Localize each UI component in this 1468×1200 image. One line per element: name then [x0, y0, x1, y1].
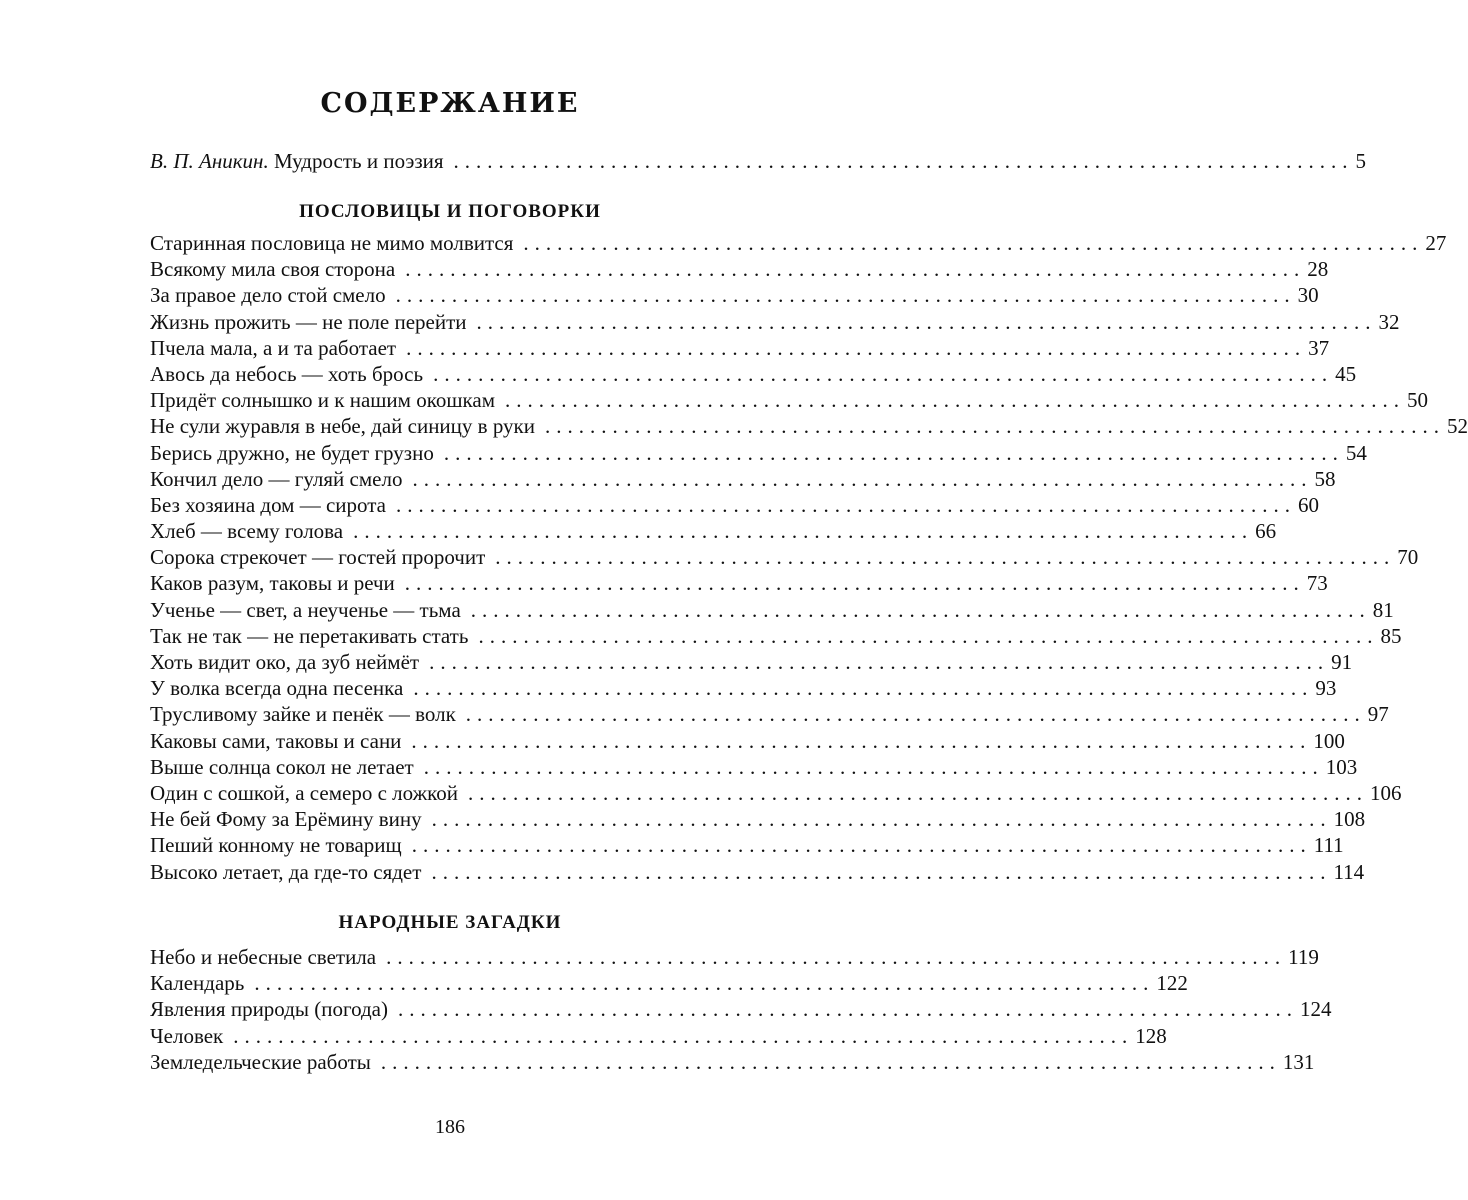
leader-dots: ................................................................................ [465, 702, 1366, 727]
toc-entry [150, 440, 1367, 466]
toc-entry-title: Пчела мала, а и та работает [150, 335, 397, 360]
toc-entry-page: 27 [1425, 231, 1447, 255]
toc-entry-page: 30 [1297, 283, 1319, 308]
toc-entry [150, 623, 1402, 649]
toc-entry [150, 309, 1400, 335]
toc-entry [150, 335, 1330, 361]
leader-dots: ................................................................................ [495, 545, 1396, 570]
toc-entry [150, 701, 1389, 727]
toc-entry-title: Авось да небось — хоть брось [150, 361, 424, 386]
leader-dots: ................................................................................ [413, 676, 1314, 701]
section-heading-proverbs: ПОСЛОВИЦЫ И ПОГОВОРКИ [299, 201, 601, 222]
leader-dots: ................................................................................ [254, 971, 1155, 996]
toc-entry [150, 518, 1277, 544]
section-heading-riddles: НАРОДНЫЕ ЗАГАДКИ [338, 912, 562, 933]
leader-dots: ................................................................................ [470, 597, 1371, 622]
toc-entry-title: Земледельческие работы [150, 1049, 371, 1074]
toc-entry-page: 91 [1331, 650, 1353, 674]
toc-entry-title: Один с сошкой, а семеро с ложкой [150, 780, 458, 805]
toc-entry-title: Ученье — свет, а неученье — тьма [150, 597, 461, 622]
toc-entry-page: 32 [1378, 309, 1400, 334]
leader-dots: ................................................................................ [467, 780, 1368, 805]
toc-entry-title: Календарь [150, 971, 245, 996]
page-title: СОДЕРЖАНИЕ [320, 88, 580, 119]
toc-list-riddles [150, 944, 1332, 1075]
toc-entry-page: 66 [1255, 519, 1277, 544]
toc-entry-title: Жизнь прожить — не поле перейти [150, 309, 467, 334]
leader-dots: ................................................................................ [397, 997, 1298, 1022]
toc-entry [150, 996, 1332, 1022]
leader-dots: ................................................................................ [412, 466, 1313, 491]
page-number: 186 [435, 1116, 465, 1138]
leader-dots: ................................................................................ [544, 414, 1445, 439]
toc-entry-intro [150, 148, 1367, 174]
toc-entry [150, 387, 1429, 413]
toc-entry-title: Придёт солнышко и к нашим окошкам [150, 388, 496, 413]
toc-entry-page: 54 [1345, 440, 1367, 465]
toc-entry-page: 5 [1355, 149, 1367, 173]
toc-entry-title: Берись дружно, не будет грузно [150, 440, 434, 465]
toc-entry-title: Хлеб — всему голова [150, 519, 344, 544]
toc-entry [150, 780, 1402, 806]
toc-entry [150, 1023, 1167, 1049]
leader-dots: ................................................................................ [411, 833, 1312, 858]
toc-entry [150, 649, 1353, 675]
toc-page [150, 0, 1468, 1200]
toc-entry-page: 106 [1369, 780, 1402, 805]
leader-dots: ................................................................................ [380, 1049, 1281, 1074]
toc-entry-page: 73 [1306, 571, 1328, 596]
toc-entry [150, 361, 1357, 387]
leader-dots: ................................................................................ [453, 149, 1354, 173]
toc-entry-title [150, 148, 444, 174]
toc-entry-title: Не сули журавля в небе, дай синицу в руки [150, 414, 535, 439]
toc-entry-title: Высоко летает, да где-то сядет [150, 859, 422, 884]
toc-entry-page: 60 [1298, 492, 1319, 517]
leader-dots: ................................................................................ [478, 623, 1379, 648]
toc-entry-title: У волка всегда одна песенка [150, 676, 404, 701]
toc-entry-title: Старинная пословица не мимо молвится [150, 231, 514, 255]
leader-dots: ................................................................................ [396, 492, 1296, 517]
leader-dots: ................................................................................ [395, 283, 1296, 308]
leader-dots: ................................................................................ [386, 945, 1287, 969]
toc-entry [150, 544, 1419, 570]
toc-entry-title: Трусливому зайке и пенёк — волк [150, 702, 456, 727]
toc-entry-page: 108 [1333, 807, 1366, 832]
toc-entry-page: 93 [1315, 676, 1337, 701]
toc-entry-page: 97 [1367, 702, 1389, 727]
toc-entry [150, 597, 1394, 623]
toc-entry-page: 124 [1299, 997, 1332, 1022]
toc-entry-title: Так не так — не перетакивать стать [150, 623, 469, 648]
toc-entry-page: 37 [1308, 335, 1330, 360]
leader-dots: ................................................................................ [405, 257, 1306, 282]
toc-list-proverbs [150, 230, 1468, 885]
toc-entry [150, 728, 1345, 754]
toc-entry [150, 806, 1366, 832]
essay-title: Мудрость и поэзия [273, 149, 444, 173]
leader-dots: ................................................................................ [411, 728, 1312, 753]
toc-entry-title: Человек [150, 1023, 224, 1048]
toc-entry [150, 230, 1447, 256]
toc-entry-page: 70 [1397, 545, 1419, 570]
toc-entry-title: Пеший конному не товарищ [150, 833, 402, 858]
toc-entry-title: За правое дело стой смело [150, 283, 386, 308]
toc-entry-title: Не бей Фому за Ерёмину вину [150, 807, 422, 832]
toc-entry [150, 570, 1328, 596]
toc-entry [150, 492, 1319, 518]
toc-entry [150, 859, 1365, 885]
toc-entry-page: 119 [1288, 945, 1319, 969]
leader-dots: ................................................................................ [505, 388, 1406, 413]
toc-entry [150, 413, 1468, 439]
toc-entry-page: 111 [1313, 833, 1344, 858]
toc-entry [150, 832, 1344, 858]
leader-dots: ................................................................................ [423, 754, 1324, 779]
toc-entry-page: 131 [1282, 1049, 1315, 1074]
toc-entry-title: Явления природы (погода) [150, 997, 388, 1022]
leader-dots: ................................................................................ [406, 335, 1307, 360]
toc-entry-page: 50 [1407, 388, 1429, 413]
toc-entry [150, 1049, 1315, 1075]
toc-entry-page: 81 [1372, 597, 1394, 622]
leader-dots: ................................................................................ [353, 519, 1254, 544]
toc-entry-page: 122 [1156, 971, 1188, 996]
toc-entry-page: 114 [1333, 859, 1365, 884]
toc-entry [150, 754, 1358, 780]
toc-entry [150, 970, 1188, 996]
toc-entry [150, 944, 1319, 970]
toc-entry [150, 282, 1319, 308]
leader-dots: ................................................................................ [429, 650, 1330, 674]
toc-entry-page: 85 [1380, 623, 1402, 648]
toc-entry-page: 103 [1325, 754, 1358, 779]
leader-dots: ................................................................................ [476, 309, 1377, 334]
toc-entry-page: 100 [1313, 728, 1345, 753]
toc-entry-page: 58 [1314, 466, 1336, 491]
toc-entry-title: Кончил дело — гуляй смело [150, 466, 403, 491]
toc-entry-title: Всякому мила своя сторона [150, 257, 396, 282]
leader-dots: ................................................................................ [431, 859, 1332, 884]
toc-entry-title: Сорока стрекочет — гостей пророчит [150, 545, 486, 570]
toc-entry-page: 45 [1335, 361, 1357, 386]
toc-entry-page: 128 [1135, 1023, 1167, 1048]
toc-entry-title: Каковы сами, таковы и сани [150, 728, 402, 753]
toc-entry [150, 256, 1329, 282]
toc-entry [150, 466, 1336, 492]
toc-entry-title: Хоть видит око, да зуб неймёт [150, 650, 420, 674]
author-name: В. П. Аникин. [150, 149, 269, 173]
toc-entry-title: Небо и небесные светила [150, 945, 377, 969]
toc-entry-title: Выше солнца сокол не летает [150, 754, 414, 779]
toc-entry-title: Каков разум, таковы и речи [150, 571, 395, 596]
toc-entry-title: Без хозяина дом — сирота [150, 492, 386, 517]
leader-dots: ................................................................................ [443, 440, 1344, 465]
toc-entry-page: 52 [1446, 414, 1468, 439]
toc-entry [150, 675, 1337, 701]
leader-dots: ................................................................................ [523, 231, 1424, 255]
leader-dots: ................................................................................ [433, 361, 1334, 386]
toc-entry-page: 28 [1307, 257, 1329, 282]
leader-dots: ................................................................................ [404, 571, 1305, 596]
leader-dots: ................................................................................ [431, 807, 1332, 832]
leader-dots: ................................................................................ [233, 1023, 1134, 1048]
